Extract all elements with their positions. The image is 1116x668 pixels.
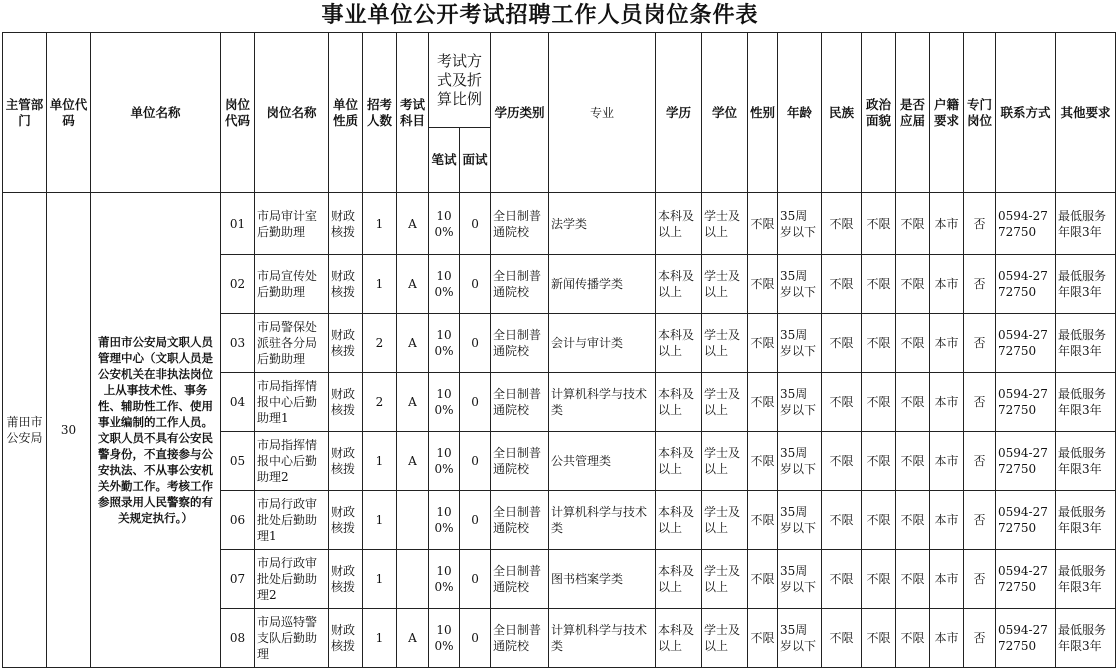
cell-other: 最低服务年限3年 xyxy=(1056,193,1116,255)
cell-gender: 不限 xyxy=(748,432,778,491)
cell-degree: 学士及以上 xyxy=(702,255,748,314)
cell-political: 不限 xyxy=(862,373,896,432)
page-title: 事业单位公开考试招聘工作人员岗位条件表 xyxy=(321,3,759,28)
cell-unit-nature: 财政核拨 xyxy=(329,373,363,432)
cell-gender: 不限 xyxy=(748,550,778,609)
cell-age: 35周岁以下 xyxy=(778,255,822,314)
header-special-post: 专门岗位 xyxy=(964,33,996,193)
cell-special-post: 否 xyxy=(964,255,996,314)
cell-political: 不限 xyxy=(862,255,896,314)
cell-major: 图书档案学类 xyxy=(549,550,656,609)
cell-fresh-grad: 不限 xyxy=(896,550,930,609)
cell-fresh-grad: 不限 xyxy=(896,432,930,491)
cell-recruit-num: 1 xyxy=(363,550,397,609)
header-age: 年龄 xyxy=(778,33,822,193)
cell-unit-nature: 财政核拨 xyxy=(329,550,363,609)
cell-special-post: 否 xyxy=(964,609,996,668)
cell-gender: 不限 xyxy=(748,255,778,314)
cell-gender: 不限 xyxy=(748,373,778,432)
cell-written-ratio: 100% xyxy=(429,550,460,609)
cell-hukou: 本市 xyxy=(930,193,964,255)
header-interview: 面试 xyxy=(460,128,491,193)
cell-age: 35周岁以下 xyxy=(778,491,822,550)
cell-special-post: 否 xyxy=(964,550,996,609)
cell-major: 新闻传播学类 xyxy=(549,255,656,314)
cell-education: 本科及以上 xyxy=(656,432,702,491)
header-major: 专业 xyxy=(549,33,656,193)
cell-contact: 0594-2772750 xyxy=(996,193,1056,255)
cell-ethnicity: 不限 xyxy=(822,550,862,609)
cell-contact: 0594-2772750 xyxy=(996,550,1056,609)
cell-edu-type: 全日制普通院校 xyxy=(491,491,549,550)
header-fresh-grad: 是否应届 xyxy=(896,33,930,193)
cell-other: 最低服务年限3年 xyxy=(1056,314,1116,373)
cell-fresh-grad: 不限 xyxy=(896,314,930,373)
cell-post-code: 03 xyxy=(221,314,255,373)
cell-hukou: 本市 xyxy=(930,432,964,491)
header-exam-subject: 考试科目 xyxy=(397,33,429,193)
cell-post-code: 07 xyxy=(221,550,255,609)
table-row xyxy=(3,193,1116,255)
cell-major: 计算机科学与技术类 xyxy=(549,373,656,432)
cell-interview-ratio: 0 xyxy=(460,193,491,255)
cell-dept: 莆田市公安局 xyxy=(3,193,47,668)
cell-other: 最低服务年限3年 xyxy=(1056,491,1116,550)
header-recruit-num: 招考人数 xyxy=(363,33,397,193)
cell-major: 法学类 xyxy=(549,193,656,255)
cell-special-post: 否 xyxy=(964,491,996,550)
cell-age: 35周岁以下 xyxy=(778,609,822,668)
cell-contact: 0594-2772750 xyxy=(996,491,1056,550)
cell-exam-subject: A xyxy=(397,432,429,491)
cell-fresh-grad: 不限 xyxy=(896,609,930,668)
cell-fresh-grad: 不限 xyxy=(896,373,930,432)
header-unit-name: 单位名称 xyxy=(91,33,221,193)
cell-ethnicity: 不限 xyxy=(822,255,862,314)
cell-edu-type: 全日制普通院校 xyxy=(491,550,549,609)
cell-written-ratio: 100% xyxy=(429,491,460,550)
cell-written-ratio: 100% xyxy=(429,373,460,432)
cell-written-ratio: 100% xyxy=(429,314,460,373)
header-exam-method: 考试方式及折算比例 xyxy=(429,33,491,128)
cell-edu-type: 全日制普通院校 xyxy=(491,609,549,668)
cell-post-name: 市局警保处派驻各分局后勤助理 xyxy=(255,314,329,373)
cell-edu-type: 全日制普通院校 xyxy=(491,314,549,373)
cell-gender: 不限 xyxy=(748,314,778,373)
header-degree: 学位 xyxy=(702,33,748,193)
cell-post-name: 市局巡特警支队后勤助理 xyxy=(255,609,329,668)
cell-contact: 0594-2772750 xyxy=(996,609,1056,668)
cell-hukou: 本市 xyxy=(930,550,964,609)
cell-exam-subject xyxy=(397,491,429,550)
cell-special-post: 否 xyxy=(964,373,996,432)
cell-recruit-num: 2 xyxy=(363,314,397,373)
recruitment-table xyxy=(2,32,1116,668)
cell-age: 35周岁以下 xyxy=(778,432,822,491)
cell-political: 不限 xyxy=(862,491,896,550)
cell-post-code: 01 xyxy=(221,193,255,255)
cell-edu-type: 全日制普通院校 xyxy=(491,373,549,432)
cell-special-post: 否 xyxy=(964,314,996,373)
header-education: 学历 xyxy=(656,33,702,193)
cell-contact: 0594-2772750 xyxy=(996,314,1056,373)
cell-written-ratio: 100% xyxy=(429,255,460,314)
cell-other: 最低服务年限3年 xyxy=(1056,609,1116,668)
header-hukou: 户籍要求 xyxy=(930,33,964,193)
cell-major: 计算机科学与技术类 xyxy=(549,491,656,550)
cell-edu-type: 全日制普通院校 xyxy=(491,432,549,491)
header-other: 其他要求 xyxy=(1056,33,1116,193)
cell-post-name: 市局指挥情报中心后勤助理2 xyxy=(255,432,329,491)
cell-post-name: 市局审计室后勤助理 xyxy=(255,193,329,255)
cell-age: 35周岁以下 xyxy=(778,193,822,255)
cell-special-post: 否 xyxy=(964,193,996,255)
cell-post-name: 市局宣传处后勤助理 xyxy=(255,255,329,314)
cell-written-ratio: 100% xyxy=(429,432,460,491)
cell-exam-subject: A xyxy=(397,314,429,373)
cell-ethnicity: 不限 xyxy=(822,314,862,373)
cell-exam-subject: A xyxy=(397,609,429,668)
cell-special-post: 否 xyxy=(964,432,996,491)
cell-degree: 学士及以上 xyxy=(702,373,748,432)
header-post-name: 岗位名称 xyxy=(255,33,329,193)
cell-other: 最低服务年限3年 xyxy=(1056,255,1116,314)
cell-hukou: 本市 xyxy=(930,255,964,314)
cell-hukou: 本市 xyxy=(930,314,964,373)
cell-post-name: 市局行政审批处后勤助理2 xyxy=(255,550,329,609)
cell-unit-nature: 财政核拨 xyxy=(329,432,363,491)
header-political: 政治面貌 xyxy=(862,33,896,193)
cell-interview-ratio: 0 xyxy=(460,314,491,373)
cell-education: 本科及以上 xyxy=(656,373,702,432)
cell-unit-nature: 财政核拨 xyxy=(329,314,363,373)
cell-unit-nature: 财政核拨 xyxy=(329,193,363,255)
cell-political: 不限 xyxy=(862,314,896,373)
cell-contact: 0594-2772750 xyxy=(996,373,1056,432)
cell-education: 本科及以上 xyxy=(656,193,702,255)
cell-recruit-num: 2 xyxy=(363,373,397,432)
cell-age: 35周岁以下 xyxy=(778,373,822,432)
cell-post-code: 02 xyxy=(221,255,255,314)
header-unit-code: 单位代码 xyxy=(47,33,91,193)
cell-exam-subject: A xyxy=(397,193,429,255)
cell-ethnicity: 不限 xyxy=(822,373,862,432)
header-ethnicity: 民族 xyxy=(822,33,862,193)
header-gender: 性别 xyxy=(748,33,778,193)
header-contact: 联系方式 xyxy=(996,33,1056,193)
cell-written-ratio: 100% xyxy=(429,193,460,255)
cell-post-code: 08 xyxy=(221,609,255,668)
cell-other: 最低服务年限3年 xyxy=(1056,550,1116,609)
cell-other: 最低服务年限3年 xyxy=(1056,432,1116,491)
cell-degree: 学士及以上 xyxy=(702,609,748,668)
cell-interview-ratio: 0 xyxy=(460,491,491,550)
cell-degree: 学士及以上 xyxy=(702,193,748,255)
cell-interview-ratio: 0 xyxy=(460,609,491,668)
cell-education: 本科及以上 xyxy=(656,314,702,373)
cell-interview-ratio: 0 xyxy=(460,373,491,432)
cell-unit-nature: 财政核拨 xyxy=(329,255,363,314)
cell-unit-nature: 财政核拨 xyxy=(329,491,363,550)
cell-post-name: 市局指挥情报中心后勤助理1 xyxy=(255,373,329,432)
cell-recruit-num: 1 xyxy=(363,193,397,255)
cell-education: 本科及以上 xyxy=(656,491,702,550)
cell-edu-type: 全日制普通院校 xyxy=(491,255,549,314)
header-edu-type: 学历类别 xyxy=(491,33,549,193)
cell-gender: 不限 xyxy=(748,609,778,668)
cell-written-ratio: 100% xyxy=(429,609,460,668)
cell-degree: 学士及以上 xyxy=(702,314,748,373)
cell-ethnicity: 不限 xyxy=(822,432,862,491)
cell-contact: 0594-2772750 xyxy=(996,432,1056,491)
cell-degree: 学士及以上 xyxy=(702,432,748,491)
cell-contact: 0594-2772750 xyxy=(996,255,1056,314)
cell-gender: 不限 xyxy=(748,491,778,550)
cell-political: 不限 xyxy=(862,193,896,255)
cell-fresh-grad: 不限 xyxy=(896,255,930,314)
cell-ethnicity: 不限 xyxy=(822,193,862,255)
cell-recruit-num: 1 xyxy=(363,609,397,668)
cell-fresh-grad: 不限 xyxy=(896,193,930,255)
header-post-code: 岗位代码 xyxy=(221,33,255,193)
cell-post-code: 06 xyxy=(221,491,255,550)
header-dept: 主管部门 xyxy=(3,33,47,193)
cell-exam-subject: A xyxy=(397,373,429,432)
cell-ethnicity: 不限 xyxy=(822,491,862,550)
cell-exam-subject xyxy=(397,550,429,609)
cell-interview-ratio: 0 xyxy=(460,550,491,609)
cell-post-name: 市局行政审批处后勤助理1 xyxy=(255,491,329,550)
cell-exam-subject: A xyxy=(397,255,429,314)
cell-hukou: 本市 xyxy=(930,491,964,550)
cell-political: 不限 xyxy=(862,609,896,668)
cell-recruit-num: 1 xyxy=(363,432,397,491)
cell-unit-code: 30 xyxy=(47,193,91,668)
cell-hukou: 本市 xyxy=(930,373,964,432)
cell-education: 本科及以上 xyxy=(656,255,702,314)
header-written: 笔试 xyxy=(429,128,460,193)
cell-recruit-num: 1 xyxy=(363,255,397,314)
cell-age: 35周岁以下 xyxy=(778,314,822,373)
cell-major: 会计与审计类 xyxy=(549,314,656,373)
cell-post-code: 05 xyxy=(221,432,255,491)
cell-gender: 不限 xyxy=(748,193,778,255)
cell-hukou: 本市 xyxy=(930,609,964,668)
cell-interview-ratio: 0 xyxy=(460,432,491,491)
cell-degree: 学士及以上 xyxy=(702,550,748,609)
cell-edu-type: 全日制普通院校 xyxy=(491,193,549,255)
cell-major: 公共管理类 xyxy=(549,432,656,491)
cell-education: 本科及以上 xyxy=(656,609,702,668)
cell-major: 计算机科学与技术类 xyxy=(549,609,656,668)
cell-interview-ratio: 0 xyxy=(460,255,491,314)
cell-degree: 学士及以上 xyxy=(702,491,748,550)
cell-political: 不限 xyxy=(862,550,896,609)
cell-post-code: 04 xyxy=(221,373,255,432)
cell-political: 不限 xyxy=(862,432,896,491)
cell-unit-name: 莆田市公安局文职人员管理中心（文职人员是公安机关在非执法岗位上从事技术性、事务性、辅助性工作、使用事业编制的工作人员。文职人员不具有公安民警身份，不直接参与公安执法、不从事公安机关外勤工作。考核工作参照录用人民警察的有关规定执行。） xyxy=(91,193,221,668)
cell-age: 35周岁以下 xyxy=(778,550,822,609)
cell-education: 本科及以上 xyxy=(656,550,702,609)
cell-fresh-grad: 不限 xyxy=(896,491,930,550)
header-unit-nature: 单位性质 xyxy=(329,33,363,193)
cell-unit-nature: 财政核拨 xyxy=(329,609,363,668)
cell-other: 最低服务年限3年 xyxy=(1056,373,1116,432)
cell-recruit-num: 1 xyxy=(363,491,397,550)
cell-ethnicity: 不限 xyxy=(822,609,862,668)
